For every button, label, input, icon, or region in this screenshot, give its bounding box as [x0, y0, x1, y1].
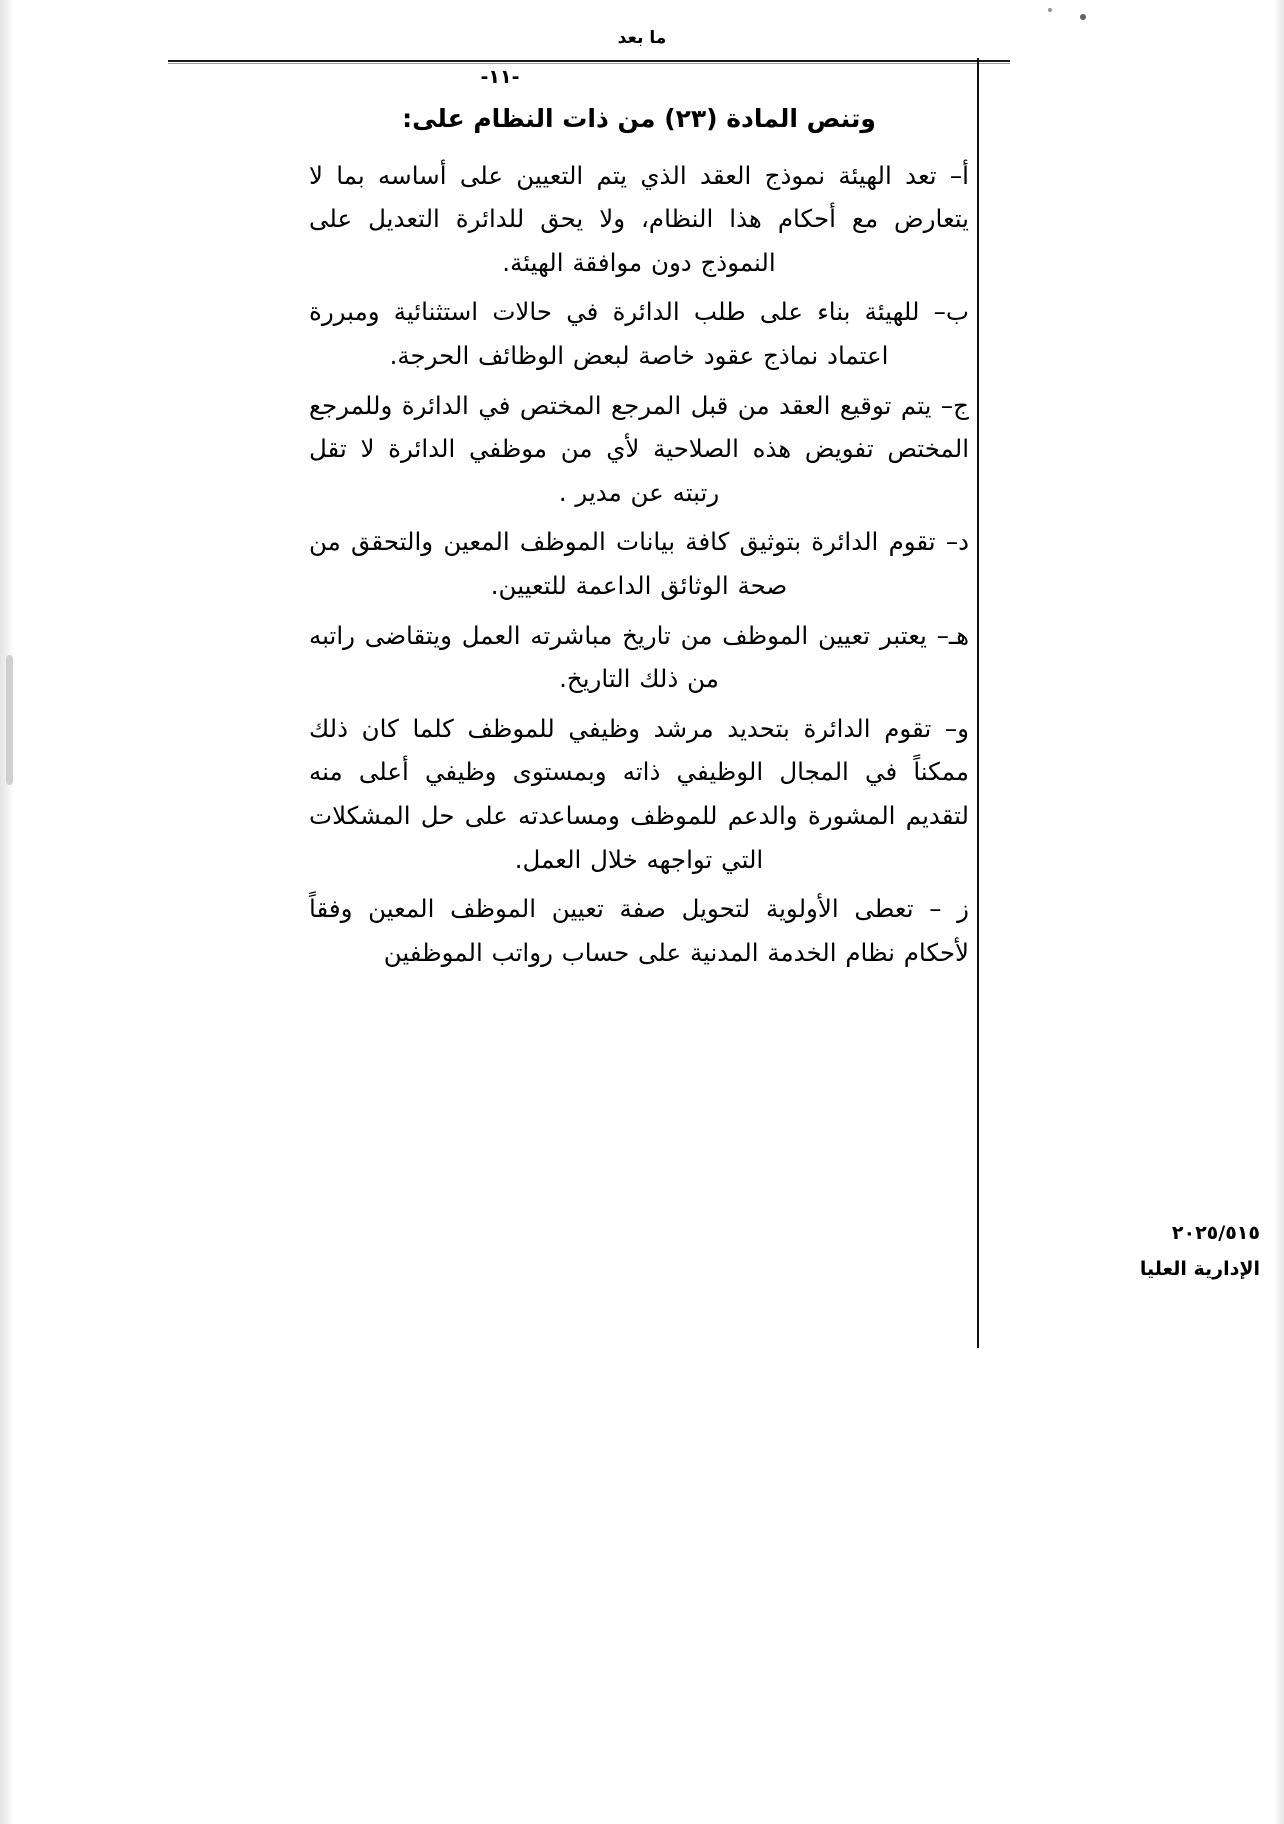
clause-zay: ز – تعطى الأولوية لتحويل صفة تعيين الموظف المعين وفقاً لأحكام نظام الخدمة المدنية على حساب رواتب الموظفين [309, 894, 969, 967]
footer-authority-name: الإدارية العليا [1139, 1258, 1260, 1280]
clause-jeem: ج– يتم توقيع العقد من قبل المرجع المختص في الدائرة وللمرجع المختص تفويض هذه الصلاحية لأي من موظفي الدائرة لا تقل رتبته عن مدير . [309, 390, 969, 507]
clause-dal: د– تقوم الدائرة بتوثيق كافة بيانات الموظف المعين والتحقق من صحة الوثائق الداعمة للتعيين. [309, 527, 969, 600]
scan-artifact-speck [1048, 8, 1052, 12]
scan-edge-shadow [6, 655, 13, 785]
page-number: -١١- [480, 66, 520, 88]
right-margin-rule [977, 58, 979, 1348]
clause-ba: ب– للهيئة بناء على طلب الدائرة في حالات استثنائية ومبررة اعتماد نماذج عقود خاصة لبعض الوظائف الحرجة. [309, 297, 969, 370]
document-text-column [309, 100, 969, 980]
scan-edge-right [1274, 0, 1284, 1824]
clause-waw: و– تقوم الدائرة بتحديد مرشد وظيفي للموظف كلما كان ذلك ممكناً في المجال الوظيفي ذاته وبمستوى وظيفي أعلى منه لتقديم المشورة والدعم للموظف ومساعدته على حل المشكلات التي تواجهه خلال العمل. [309, 713, 969, 874]
header-divider-rule-secondary [168, 63, 1010, 64]
clause-alef: أ– تعد الهيئة نموذج العقد الذي يتم التعيين على أساسه بما لا يتعارض مع أحكام هذا النظام، ولا يحق للدائرة التعديل على النموذج دون موافقة الهيئة. [309, 160, 969, 277]
scan-artifact-speck [1080, 14, 1086, 20]
footer-stamp [1010, 1222, 1260, 1280]
footer-reference-number: ٢٠٢٥/٥١٥ [1171, 1222, 1260, 1244]
article-heading: وتنص المادة (٢٣) من ذات النظام على: [402, 104, 876, 133]
scan-edge-left [0, 0, 14, 1824]
clause-ha: هـ– يعتبر تعيين الموظف من تاريخ مباشرته العمل ويتقاضى راتبه من ذلك التاريخ. [309, 620, 969, 694]
header-divider-rule [168, 60, 1010, 62]
header-note: ما بعد [617, 28, 667, 48]
